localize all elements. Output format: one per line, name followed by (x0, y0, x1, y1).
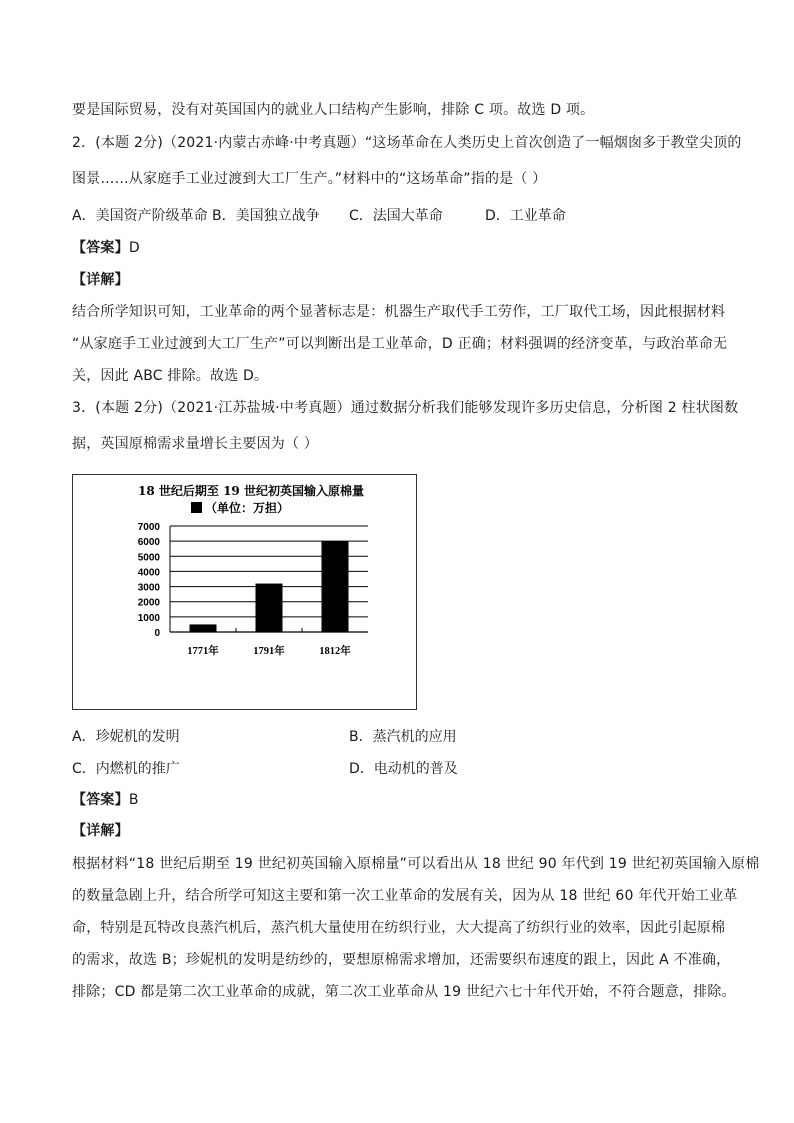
answer-value: B (128, 792, 139, 808)
bar-chart-figure (72, 474, 417, 710)
answer-label: 【答案】 (72, 240, 129, 256)
q3-option-b[interactable]: B．蒸汽机的应用 (349, 729, 457, 745)
y-tick-label: 7000 (137, 522, 160, 533)
q3-answer (72, 790, 139, 810)
q2-answer (72, 238, 140, 258)
q2-option-d[interactable]: D．工业革命 (485, 208, 566, 224)
y-tick-label: 0 (154, 628, 160, 639)
legend-swatch (191, 502, 202, 513)
x-category-label: 1791年 (253, 646, 285, 657)
q3-option-d[interactable]: D．电动机的普及 (349, 761, 458, 777)
question-2-stem: 2．(本题 2分)（2021·内蒙古赤峰·中考真题）“这场革命在人类历史上首次创造了一幅烟囱多于教堂尖顶的 (72, 135, 742, 151)
y-tick-label: 2000 (137, 597, 160, 609)
text-line: 要是国际贸易，没有对英国国内的就业人口结构产生影响，排除 C 项。故选 D 项。 (72, 102, 595, 118)
x-category-label: 1771年 (187, 646, 219, 657)
q3-detail-text: 排除；CD 都是第二次工业革命的成就，第二次工业革命从 19 世纪六七十年代开始，不符合题意，排除。 (72, 984, 736, 1000)
answer-label: 【答案】 (72, 792, 129, 808)
q2-detail-text: 关，因此 ABC 排除。故选 D。 (72, 368, 269, 384)
q3-option-a[interactable]: A．珍妮机的发明 (72, 729, 180, 745)
answer-value: D (128, 240, 140, 256)
y-tick-label: 6000 (137, 537, 160, 549)
y-tick-label: 4000 (137, 567, 160, 579)
x-category-label: 1812年 (319, 646, 351, 657)
question-3-stem-cont: 据，英国原棉需求量增长主要因为（ ） (72, 436, 319, 452)
question-2-stem-cont: 图景……从家庭手工业过渡到大工厂生产。”材料中的“这场革命”指的是（ ） (72, 171, 547, 187)
q2-detail-text: 结合所学知识可知，工业革命的两个显著标志是：机器生产取代手工劳作，工厂取代工场，因此根据材料 (72, 304, 726, 320)
q2-detail-label: 【详解】 (72, 272, 129, 288)
bar-2 (256, 584, 283, 632)
y-tick-label: 1000 (137, 612, 160, 624)
y-tick-label: 5000 (137, 552, 160, 564)
q3-option-c[interactable]: C．内燃机的推广 (72, 761, 180, 777)
q3-detail-text: 的数量急剧上升，结合所学可知这主要和第一次工业革命的发展有关，因为从 18 世纪 60 年代开始工业革 (72, 888, 738, 904)
q3-detail-label: 【详解】 (72, 823, 129, 839)
bar-1 (190, 624, 217, 632)
bar-3 (322, 541, 349, 632)
q3-detail-text: 的需求，故选 B；珍妮机的发明是纺纱的，要想原棉需求增加，还需要织布速度的跟上，因此 A 不准确， (72, 952, 731, 968)
chart-title: 18 世纪后期至 19 世纪初英国输入原棉量 (138, 484, 364, 498)
q3-detail-text: 根据材料“18 世纪后期至 19 世纪初英国输入原棉量”可以看出从 18 世纪 90 年代到 19 世纪初英国输入原棉 (72, 856, 760, 872)
q3-detail-text: 命，特别是瓦特改良蒸汽机后，蒸汽机大量使用在纺织行业，大大提高了纺织行业的效率，因此引起原棉 (72, 920, 726, 936)
bar-chart (73, 475, 418, 711)
y-tick-label: 3000 (137, 582, 160, 594)
q2-detail-text: “从家庭手工业过渡到大工厂生产”可以判断出是工业革命，D 正确；材料强调的经济变革，与政治革命无 (72, 336, 728, 352)
q2-option-ab[interactable]: A．美国资产阶级革命 B．美国独立战争 (72, 208, 320, 224)
question-3-stem: 3．(本题 2分)（2021·江苏盐城·中考真题）通过数据分析我们能够发现许多历史信息，分析图 2 柱状图数 (72, 400, 739, 416)
chart-legend: （单位：万担） (205, 501, 290, 515)
q2-option-c[interactable]: C．法国大革命 (349, 208, 443, 224)
